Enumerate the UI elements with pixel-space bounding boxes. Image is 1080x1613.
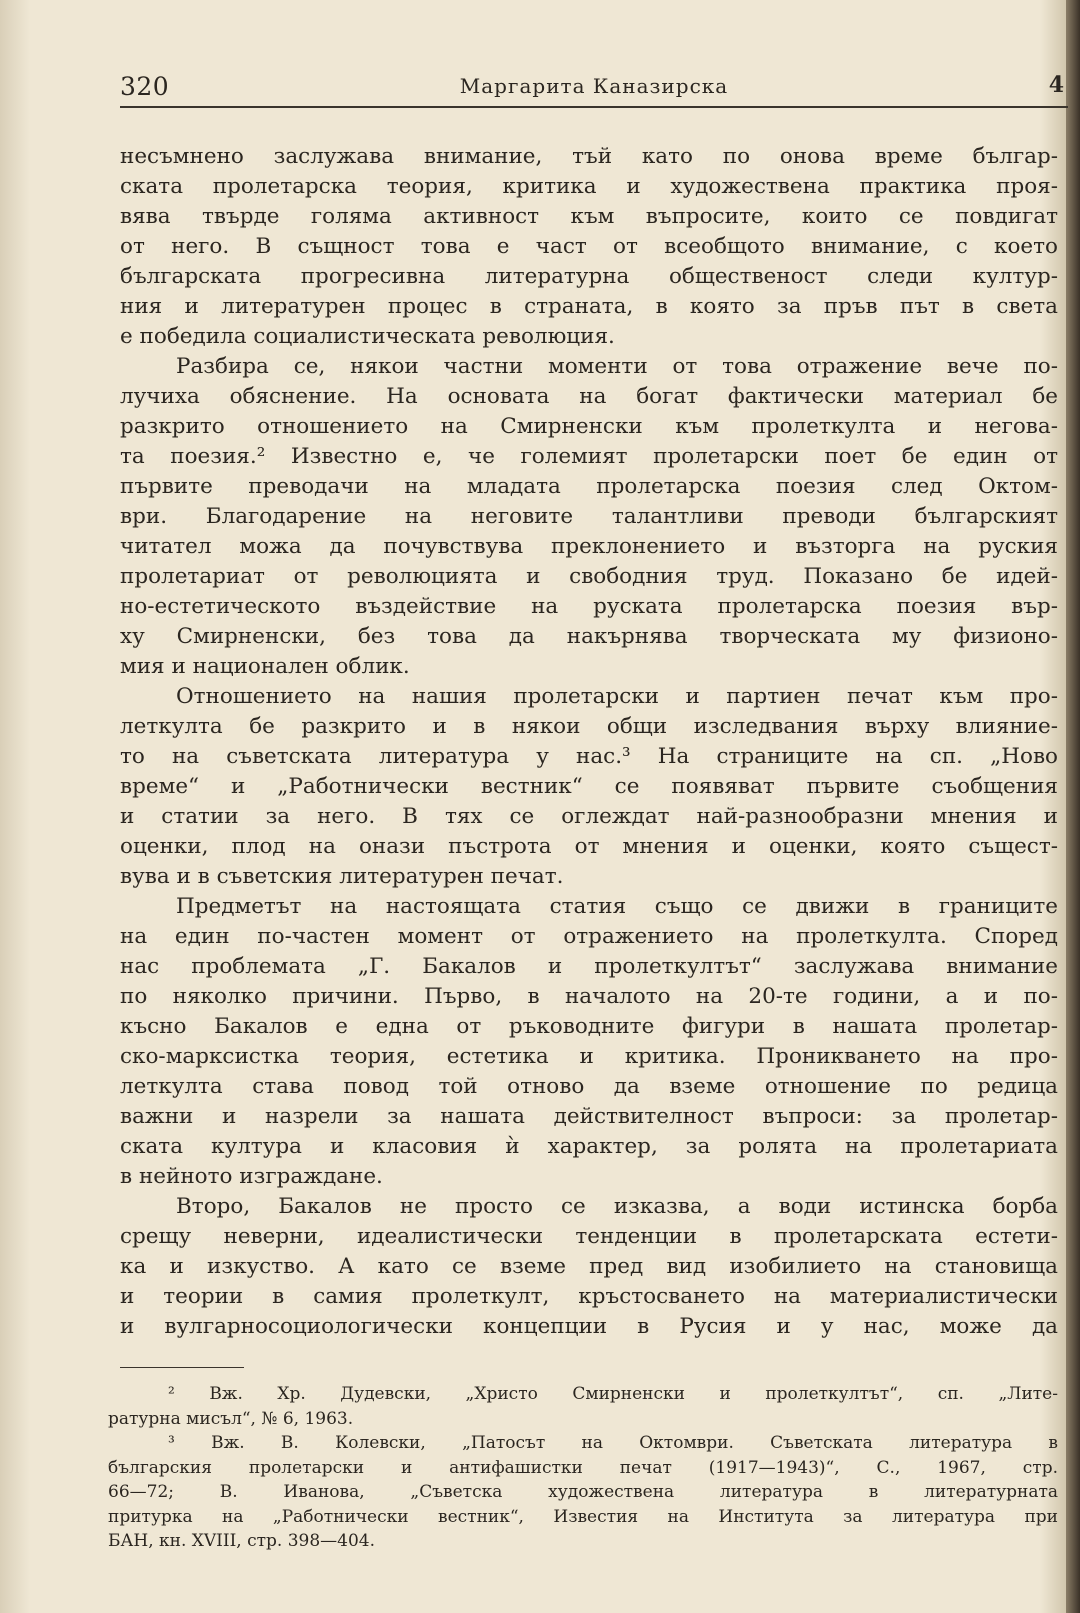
text-line: и статии за него. В тях се оглеждат най-разнообразни мнения и bbox=[120, 804, 1058, 829]
text-line: то на съветската литература у нас.³ На страниците на сп. „Ново bbox=[120, 744, 1058, 769]
page-number: 320 bbox=[120, 72, 170, 101]
footnotes bbox=[108, 1382, 1058, 1554]
text-line: Отношението на нашия пролетарски и партиен печат към про- bbox=[176, 684, 1058, 709]
footnote-line: БАН, кн. XVIII, стр. 398—404. bbox=[108, 1531, 376, 1551]
text-line: в нейното изграждане. bbox=[120, 1164, 383, 1189]
text-line: късно Бакалов е една от ръководните фигури в нашата пролетар- bbox=[120, 1014, 1058, 1039]
text-line: и вулгарносоциологически концепции в Русия и у нас, може да bbox=[120, 1314, 1058, 1339]
text-line: читател можа да почувствува преклонението и възторга на руския bbox=[120, 534, 1058, 559]
text-line: и теории в самия пролеткулт, кръстосването на материалистически bbox=[120, 1284, 1058, 1309]
text-line: ния и литературен процес в страната, в която за пръв път в света bbox=[120, 294, 1058, 319]
footnote-line: ³ Вж. В. Колевски, „Патосът на Октомври. Съветската литература в bbox=[168, 1433, 1058, 1453]
text-line: вява твърде голяма активност към въпросите, които се повдигат bbox=[120, 204, 1058, 229]
running-head-author: Маргарита Каназирска bbox=[459, 74, 729, 98]
text-line: мия и национален облик. bbox=[120, 654, 410, 679]
main-text bbox=[120, 142, 1058, 1342]
text-line: първите преводачи на младата пролетарска поезия след Октом- bbox=[120, 474, 1058, 499]
text-line: време“ и „Работнически вестник“ се появяват първите съобщения bbox=[120, 774, 1058, 799]
text-line: но-естетическото въздействие на руската пролетарска поезия вър- bbox=[120, 594, 1058, 619]
page-header bbox=[120, 72, 1068, 108]
text-line: несъмнено заслужава внимание, тъй като по онова време българ- bbox=[120, 144, 1058, 169]
text-line: по няколко причини. Първо, в началото на 20-те години, а и по- bbox=[120, 984, 1058, 1009]
text-line: пролетариат от революцията и свободния труд. Показано бе идей- bbox=[120, 564, 1058, 589]
text-line: срещу неверни, идеалистически тенденции в пролетарската естети- bbox=[120, 1224, 1058, 1249]
text-line: Разбира се, някои частни моменти от това отражение вече по- bbox=[176, 354, 1058, 379]
text-line: леткулта бе разкрито и в някои общи изследвания върху влияние- bbox=[120, 714, 1058, 739]
text-line: ху Смирненски, без това да накърнява творческата му физионо- bbox=[120, 624, 1058, 649]
text-line: ската култура и класовия ѝ характер, за ролята на пролетариата bbox=[120, 1134, 1058, 1159]
text-line: ври. Благодарение на неговите талантливи преводи българският bbox=[120, 504, 1058, 529]
text-line: оценки, плод на онази пъстрота от мнения и оценки, която същест- bbox=[120, 834, 1058, 859]
footnote-line: ² Вж. Хр. Дудевски, „Христо Смирненски и пролеткултът“, сп. „Лите- bbox=[168, 1384, 1058, 1404]
footnote-divider bbox=[120, 1367, 244, 1368]
footnote-line: притурка на „Работнически вестник“, Известия на Института за литература при bbox=[108, 1506, 1058, 1527]
footnote-line: 66—72; В. Иванова, „Съветска художествена литература в литературната bbox=[108, 1482, 1058, 1502]
edge-mark: 4 bbox=[1048, 72, 1064, 98]
text-line: разкрито отношението на Смирненски към пролеткулта и негова- bbox=[120, 414, 1058, 439]
text-line: леткулта става повод той отново да вземе отношение по редица bbox=[120, 1074, 1058, 1099]
text-line: ка и изкуство. А като се вземе пред вид изобилието на становища bbox=[120, 1254, 1058, 1279]
text-line: е победила социалистическата революция. bbox=[120, 324, 615, 349]
text-line: от него. В същност това е част от всеобщото внимание, с което bbox=[120, 234, 1058, 259]
book-spine-edge bbox=[1066, 0, 1080, 1613]
text-line: Предметът на настоящата статия също се движи в границите bbox=[176, 894, 1058, 919]
text-line: лучиха обяснение. На основата на богат фактически материал бе bbox=[120, 384, 1058, 409]
footnote-line: ратурна мисъл“, № 6, 1963. bbox=[108, 1408, 354, 1429]
text-line: на един по-частен момент от отражението на пролеткулта. Според bbox=[120, 924, 1058, 949]
text-line: българската прогресивна литературна общественост следи култур- bbox=[120, 264, 1058, 289]
text-line: ско-марксистка теория, естетика и критика. Проникването на про- bbox=[120, 1044, 1058, 1069]
text-line: та поезия.² Известно е, че големият пролетарски поет бе един от bbox=[120, 444, 1058, 469]
text-line: важни и назрели за нашата действителност въпроси: за пролетар- bbox=[120, 1104, 1058, 1129]
text-line: нас проблемата „Г. Бакалов и пролеткултът“ заслужава внимание bbox=[120, 954, 1058, 979]
text-line: вува и в съветския литературен печат. bbox=[120, 864, 564, 889]
footnote-line: българския пролетарски и антифашистки печат (1917—1943)“, С., 1967, стр. bbox=[108, 1457, 1058, 1478]
text-line: Второ, Бакалов не просто се изказва, а води истинска борба bbox=[176, 1194, 1058, 1219]
text-line: ската пролетарска теория, критика и художествена практика проя- bbox=[120, 174, 1058, 199]
